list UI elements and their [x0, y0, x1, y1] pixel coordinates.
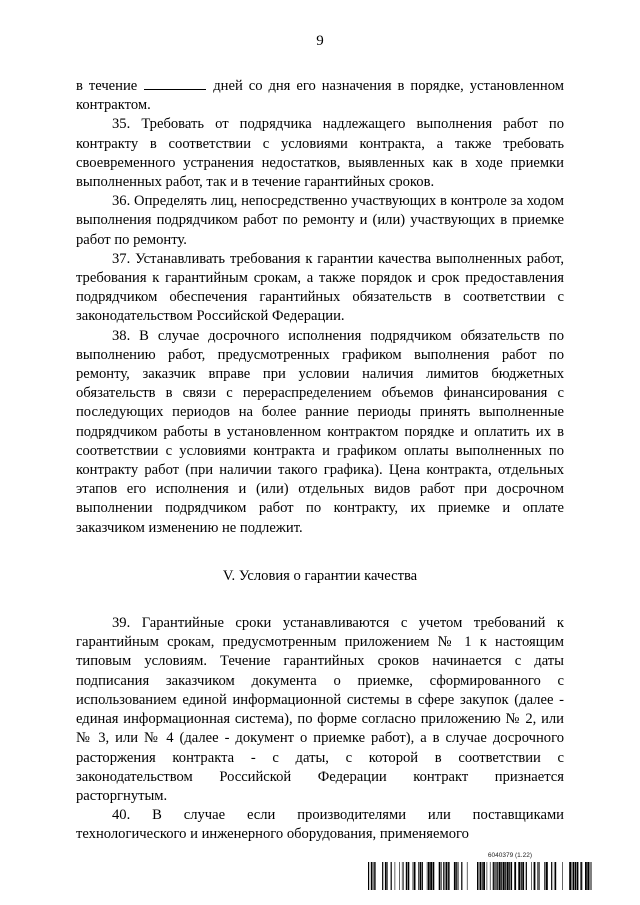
paragraph: 35. Требовать от подрядчика надлежащего выполнения работ по контракту в соответствии с условиями контракта, а также требовать своевременного устранения недостатков, выявленных как в ходе приемки выполненных работ, так и в течение гарантийных сроков. — [76, 116, 564, 191]
barcode-bar — [575, 862, 576, 890]
barcode-bar — [387, 862, 388, 890]
barcode-bar — [580, 862, 581, 890]
barcode-bar — [439, 862, 441, 890]
section-heading: V. Условия о гарантии качества — [222, 567, 418, 584]
barcode-bar — [402, 862, 403, 890]
barcode-bar — [391, 862, 392, 890]
barcode-bar — [507, 862, 509, 890]
barcode-bar — [503, 862, 505, 890]
barcode-bar — [572, 862, 573, 890]
paragraph: 39. Гарантийные сроки устанавливаются с учетом требований к гарантийным срокам, предусмотренным приложением № 1 к настоящим типовым условиям. Течение гарантийных сроков начинается с даты подписания заказчиком документа о приемке, сформированного с использованием единой информационной системы в сфере закупок (далее - единая информационная система), по форме согласно приложению № 2, или № 3, или № 4 (далее - документ о приемке работ), а в случае досрочного расторжения контракта - с даты, с которой в соответствии с законодательством Российской Федерации контракт признается расторгнутым. — [76, 615, 564, 804]
barcode-bar — [537, 862, 538, 890]
barcode-bar — [399, 862, 400, 890]
paragraph: 36. Определять лиц, непосредственно участвующих в контроле за ходом выполнения подрядчиком работ по ремонту и (или) участвующих в приемке работ по ремонту. — [76, 193, 564, 248]
barcode-bar — [406, 862, 407, 890]
barcode-bar — [375, 862, 376, 890]
barcode-bar — [569, 862, 571, 890]
barcode-bar — [420, 862, 421, 890]
barcode-bar — [446, 862, 447, 890]
barcode-bar — [454, 862, 456, 890]
blank-line — [144, 77, 206, 90]
barcode-bar — [577, 862, 579, 890]
barcode-bar — [590, 862, 591, 890]
barcode-bar — [493, 862, 494, 890]
barcode-bar — [461, 862, 462, 890]
barcode-bar — [581, 862, 582, 890]
barcode-bar — [490, 862, 491, 890]
barcode-bar — [428, 862, 430, 890]
barcode-bar — [487, 862, 488, 890]
barcode-bar — [430, 862, 432, 890]
barcode-bar — [413, 862, 414, 890]
barcode-bar — [509, 862, 510, 890]
barcode-bar — [422, 862, 423, 890]
barcode-bar — [403, 862, 404, 890]
barcode-bar — [544, 862, 545, 890]
barcode-bar — [433, 862, 435, 890]
barcode-bar — [441, 862, 442, 890]
barcode-bar — [456, 862, 457, 890]
barcode-bar — [496, 862, 497, 890]
barcode-image — [368, 862, 592, 890]
barcode-bar — [551, 862, 552, 890]
barcode-bar — [511, 862, 512, 890]
barcode-bar — [497, 862, 498, 890]
barcode-bar — [562, 862, 563, 890]
barcode-bar — [371, 862, 372, 890]
barcode-bar — [414, 862, 416, 890]
barcode-bar — [477, 862, 478, 890]
barcode-bar — [494, 862, 495, 890]
barcode-bar — [479, 862, 480, 890]
barcode-bar — [499, 862, 501, 890]
barcode-bar — [445, 862, 446, 890]
barcode-bar — [373, 862, 374, 890]
barcode-bar — [554, 862, 555, 890]
barcode-bar — [546, 862, 548, 890]
barcode-bar — [374, 862, 375, 890]
barcode-bar — [480, 862, 481, 890]
barcode-bar — [458, 862, 459, 890]
paragraph-text-before-blank: в течение — [76, 78, 138, 94]
paragraph: 37. Устанавливать требования к гарантии качества выполненных работ, требования к гарантийным срокам, а также порядок и срок предоставления подрядчиком обеспечения гарантийных обязательств в соответствии с законодательством Российской Федерации. — [76, 250, 564, 325]
barcode-bar — [585, 862, 587, 890]
paragraphs-before-section — [76, 77, 564, 538]
barcode-bar — [449, 862, 450, 890]
barcode-bar — [385, 862, 387, 890]
barcode-bar — [573, 862, 575, 890]
paragraph: 40. В случае если производителями или поставщиками технологического и инженерного оборудования, применяемого — [76, 807, 564, 843]
barcode-bar — [534, 862, 536, 890]
barcode-bar — [395, 862, 396, 890]
barcode-bar — [518, 862, 520, 890]
barcode-bar — [521, 862, 522, 890]
barcode-bar — [408, 862, 410, 890]
barcode-bar — [501, 862, 502, 890]
document-body — [76, 77, 564, 845]
barcode-bar — [539, 862, 540, 890]
barcode-bar — [522, 862, 524, 890]
barcode-bar — [505, 862, 506, 890]
barcode-bar — [382, 862, 383, 890]
barcode-bar — [555, 862, 556, 890]
page-number: 9 — [316, 33, 324, 49]
barcode-bar — [443, 862, 444, 890]
paragraph-text-after-blank: дней со дня его назначения в порядке, установленном контрактом. — [76, 78, 564, 114]
barcode-bar — [418, 862, 419, 890]
paragraph: 38. В случае досрочного исполнения подрядчиком обязательств по выполнению работ, предусмотренных графиком выполнения работ по ремонту, заказчик вправе при условии наличия лимитов бюджетных обязательств в связи с перераспределением объемов финансирования с последующих периодов на более ранние периоды принять выполненные подрядчиком работы в установленном контрактом порядке и оплатить их в соответствии с условиями контракта и графиком оплаты выполненных по контракту работ (при наличии такого графика). Цена контракта, отдельных этапов его исполнения и (или) отдельных видов работ при досрочном выполнении подрядчиком работ по контракту, их приемке и оплате заказчиком изменению не подлежит. — [76, 327, 564, 536]
barcode-bar — [368, 862, 369, 890]
barcode-bar — [538, 862, 539, 890]
barcode-bar — [483, 862, 485, 890]
barcode-bar — [482, 862, 483, 890]
barcode-bar — [526, 862, 527, 890]
barcode-bar — [514, 862, 516, 890]
paragraph — [76, 77, 564, 115]
document-code: 6040379 (1.22) — [487, 852, 532, 859]
barcode-bar — [531, 862, 532, 890]
barcode-bar — [591, 862, 592, 890]
paragraphs-after-section — [76, 614, 564, 844]
document-footer — [368, 852, 592, 892]
barcode-bar — [448, 862, 449, 890]
barcode-bar — [467, 862, 468, 890]
barcode-bar — [427, 862, 428, 890]
barcode-bar — [587, 862, 589, 890]
